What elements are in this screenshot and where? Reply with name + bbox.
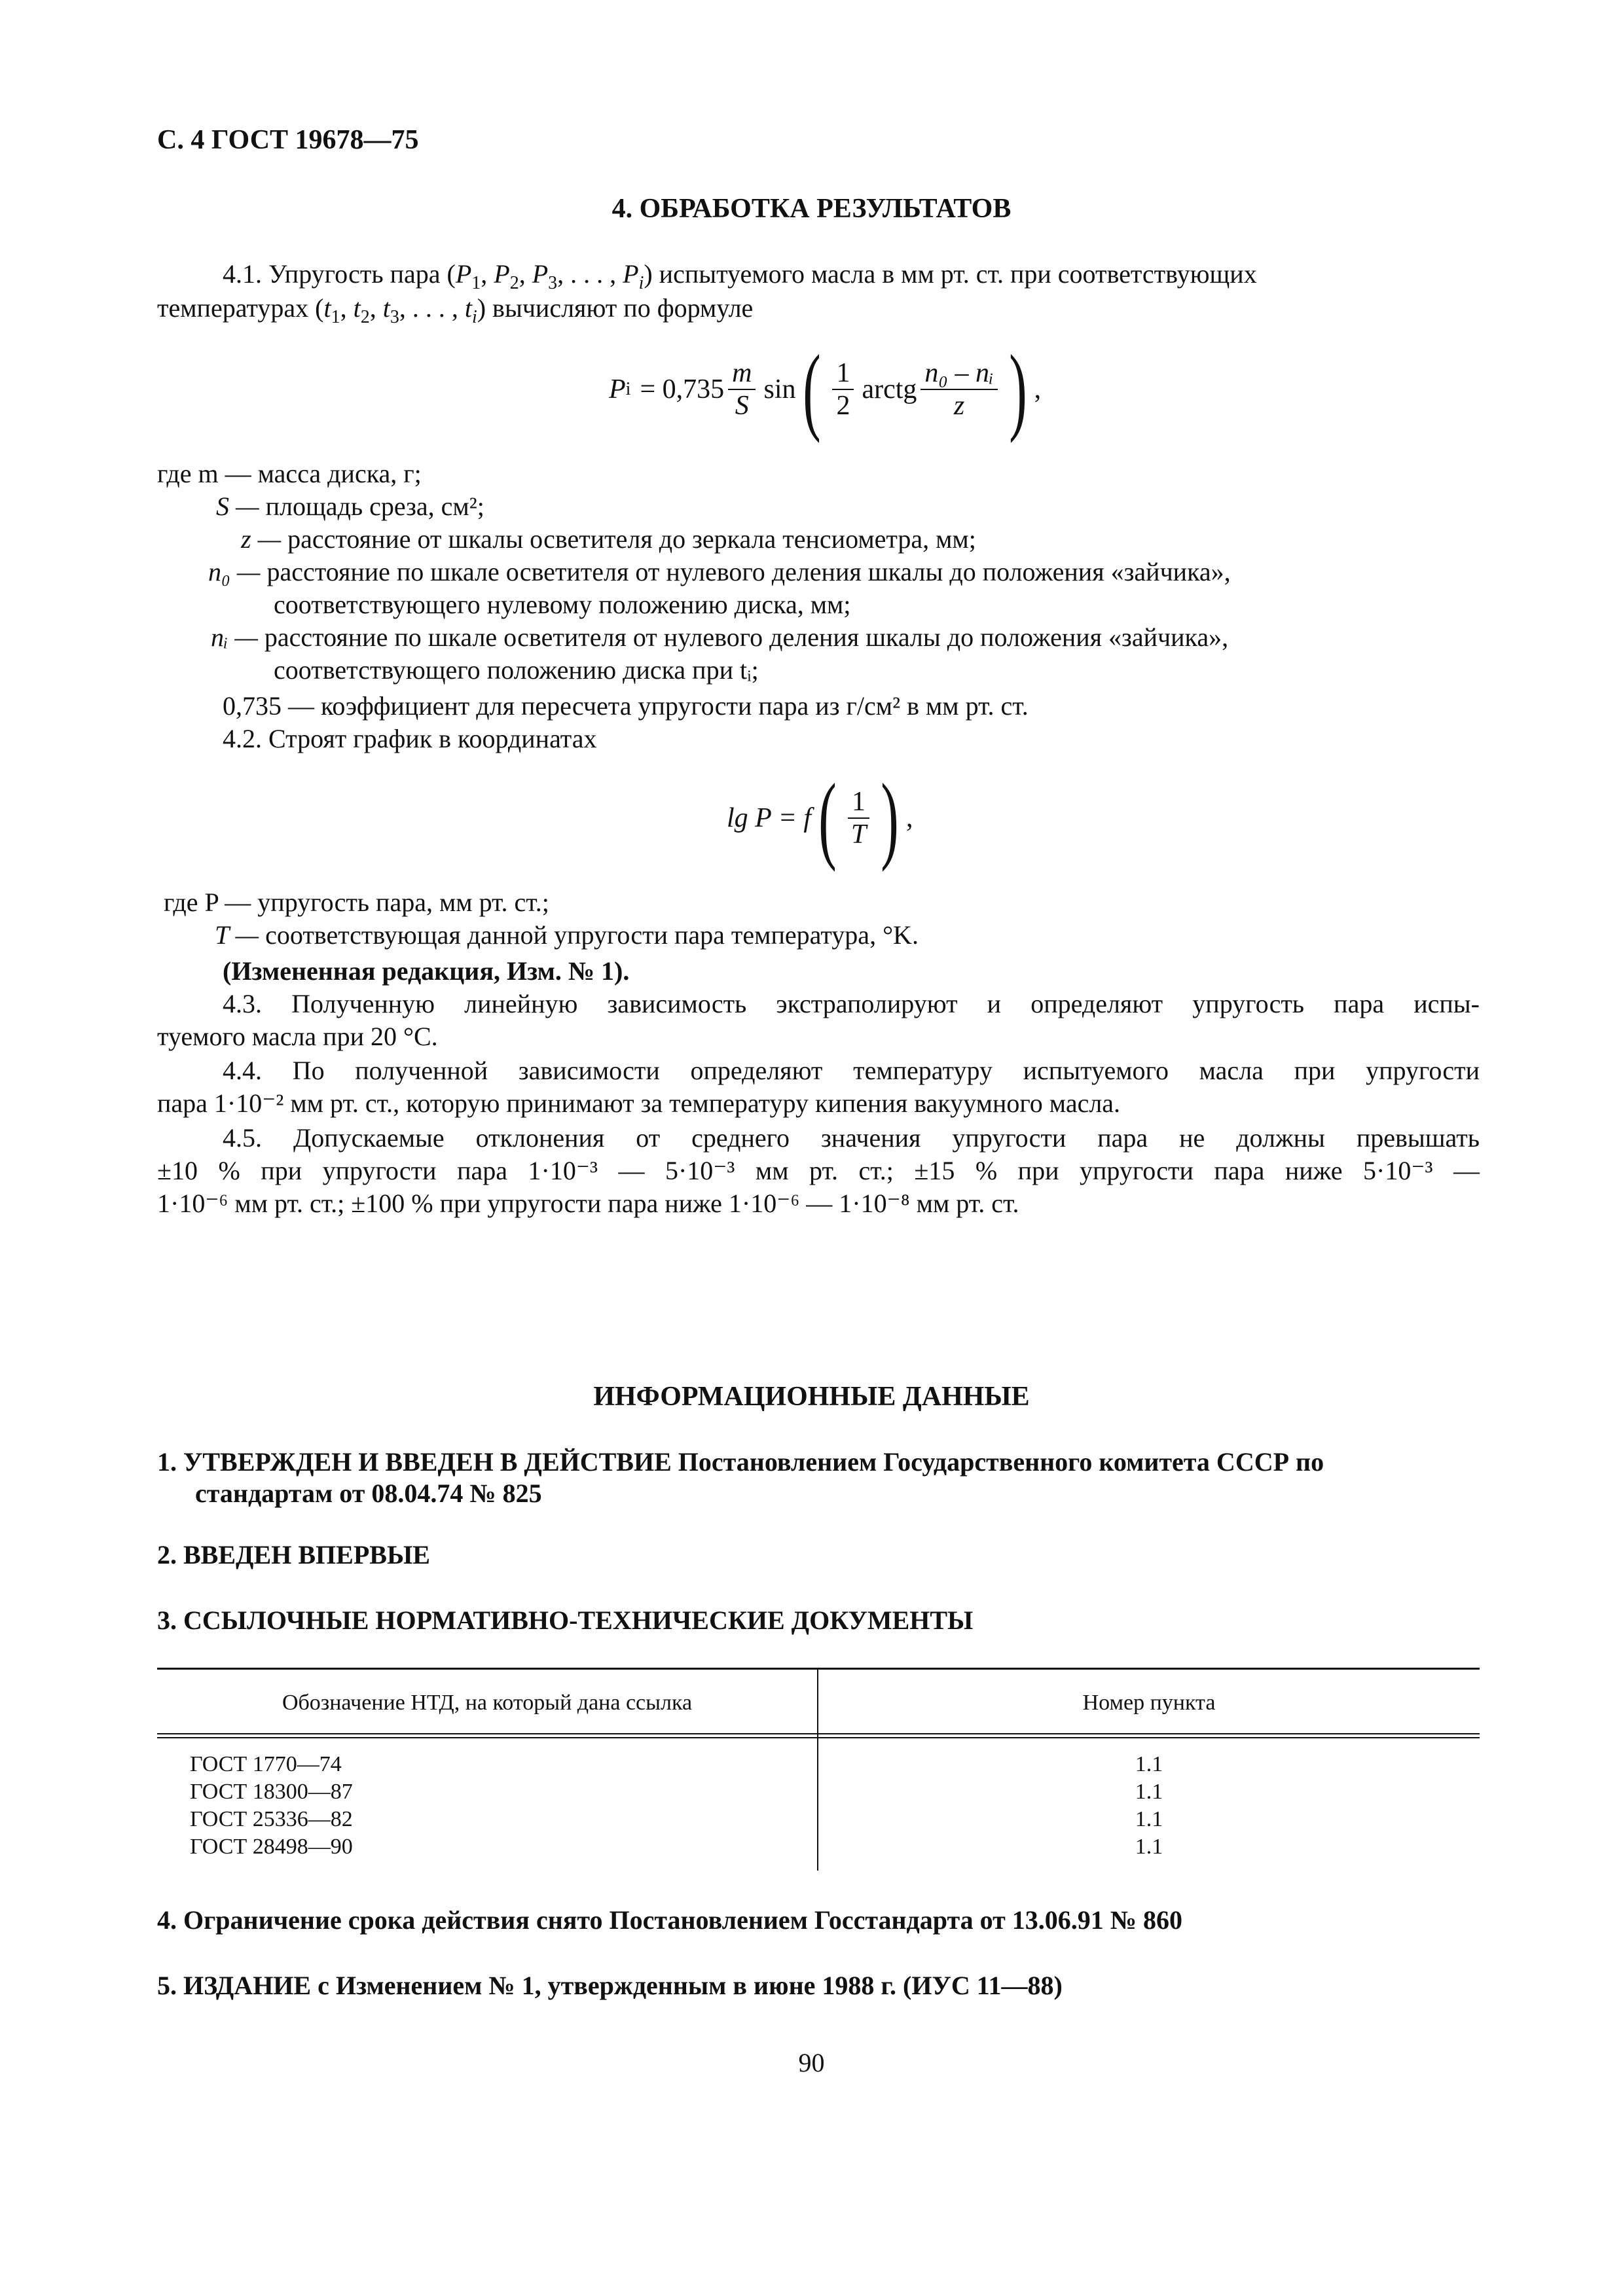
where-T: T — соответствующая данной упругости пара температура, °K. — [215, 920, 919, 950]
table-row-clause: 1.1 — [1135, 1780, 1163, 1804]
info-item-4: 4. Ограничение срока действия снято Постановлением Госстандарта от 13.06.91 № 860 — [157, 1905, 1182, 1935]
where-n0: n₀ — расстояние по шкале осветителя от нулевого деления шкалы до положения «зайчика», — [208, 557, 1231, 586]
table-row: ГОСТ 25336—82 — [190, 1807, 353, 1831]
table-row-clause: 1.1 — [1135, 1752, 1163, 1776]
page-number: 90 — [798, 2048, 825, 2077]
changed-edition-note: (Измененная редакция, Изм. № 1). — [223, 956, 630, 986]
paragraph-4-5: 4.5. Допускаемые отклонения от среднего значения упругости пара не должны превышать — [223, 1123, 1480, 1153]
info-title: ИНФОРМАЦИОННЫЕ ДАННЫЕ — [593, 1382, 1030, 1412]
where-S: S — площадь среза, см²; — [216, 492, 484, 521]
table-row: ГОСТ 1770—74 — [190, 1752, 342, 1776]
paragraph-4-4: 4.4. По полученной зависимости определяют температуру испытуемого масла при упругости — [223, 1056, 1480, 1085]
paragraph-4-3-cont: туемого масла при 20 °С. — [157, 1022, 438, 1051]
paragraph-4-5-cont1: ±10 % при упругости пара 1·10⁻³ — 5·10⁻³ мм рт. ст.; ±15 % при упругости пара ниже 5·10⁻³ — — [157, 1156, 1480, 1185]
where-m: где m — масса диска, г; — [157, 459, 422, 488]
info-item-1-cont: стандартам от 08.04.74 № 825 — [195, 1479, 542, 1508]
table-header-rule — [157, 1733, 1480, 1734]
info-item-5: 5. ИЗДАНИЕ с Изменением № 1, утвержденным в июне 1988 г. (ИУС 11—88) — [157, 1971, 1063, 2000]
table-row-clause: 1.1 — [1135, 1807, 1163, 1831]
where-ni-cont: соответствующего положению диска при tᵢ; — [274, 655, 759, 685]
coefficient-line: 0,735 — коэффициент для пересчета упругости пара из г/см² в мм рт. ст. — [223, 691, 1029, 721]
paragraph-4-5-cont2: 1·10⁻⁶ мм рт. ст.; ±100 % при упругости пара ниже 1·10⁻⁶ — 1·10⁻⁸ мм рт. ст. — [157, 1189, 1019, 1218]
where-ni: nᵢ — расстояние по шкале осветителя от нулевого деления шкалы до положения «зайчика», — [211, 622, 1229, 652]
where-n0-cont: соответствующего нулевому положению диска, мм; — [274, 590, 851, 619]
info-item-3: 3. ССЫЛОЧНЫЕ НОРМАТИВНО-ТЕХНИЧЕСКИЕ ДОКУМЕНТЫ — [157, 1605, 974, 1635]
table-header-ntd: Обозначение НТД, на который дана ссылка — [282, 1691, 693, 1715]
table-row-clause: 1.1 — [1135, 1835, 1163, 1859]
paragraph-4-1-line2: температурах ($t_1$, $t_2$, $t_3$, . . . , $t_i$) вычисляют по формуле — [157, 293, 754, 327]
section-title: 4. ОБРАБОТКА РЕЗУЛЬТАТОВ — [611, 194, 1012, 224]
table-header-rule-2 — [157, 1737, 1480, 1738]
table-row: ГОСТ 18300—87 — [190, 1780, 353, 1804]
paragraph-4-1-line1: 4.1. Упругость пара ($P_1$, $P_2$, $P_3$, . . . , $P_i$) испытуемого масла в мм рт. ст. при соответствующих — [223, 259, 1257, 293]
formula-lgP: lg P = f ( $\frac{1}{T}$ ) , — [727, 764, 913, 872]
page-header: С. 4 ГОСТ 19678—75 — [157, 125, 419, 155]
paragraph-4-4-cont: пара 1·10⁻² мм рт. ст., которую принимают за температуру кипения вакуумного масла. — [157, 1088, 1121, 1118]
paragraph-4-3: 4.3. Полученную линейную зависимость экстраполируют и определяют упругость пара испы- — [223, 989, 1480, 1018]
table-header-clause: Номер пункта — [1082, 1691, 1216, 1715]
paragraph-4-2: 4.2. Строят график в координатах — [223, 724, 597, 753]
where-z: z — расстояние от шкалы осветителя до зеркала тенсиометра, мм; — [241, 524, 976, 554]
table-top-rule — [157, 1668, 1480, 1670]
info-item-2: 2. ВВЕДЕН ВПЕРВЫЕ — [157, 1540, 430, 1570]
where-P: где P — упругость пара, мм рт. ст.; — [164, 888, 549, 917]
formula-vapor-pressure: P i = 0,735 $\frac{m}{S}$ sin ( $\frac{1}{2}$ arctg $\frac{\text{n₀ – nᵢ}}{z}$ ) , — [609, 335, 1042, 444]
info-item-1: 1. УТВЕРЖДЕН И ВВЕДЕН В ДЕЙСТВИЕ Постановлением Государственного комитета СССР по — [157, 1447, 1324, 1477]
table-row: ГОСТ 28498—90 — [190, 1835, 353, 1859]
